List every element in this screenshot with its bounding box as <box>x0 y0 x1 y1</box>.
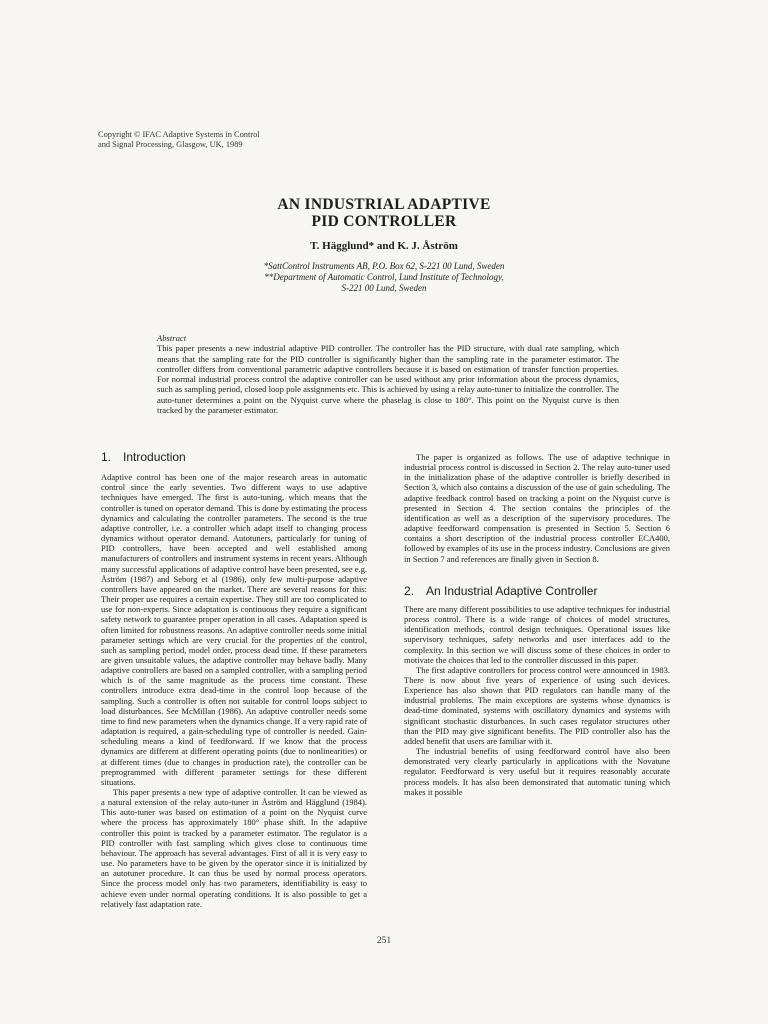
title-line-2: PID CONTROLLER <box>311 213 457 230</box>
affiliation-line-1: *SattControl Instruments AB, P.O. Box 62, S-221 00 Lund, Sweden <box>263 261 505 271</box>
section-1-paragraph-2: This paper presents a new type of adaptive controller. It can be viewed as a natural extension of the relay auto-tuner in Åström and Hägglund (1984). This auto-tuner was based on estimation of a point on the Nyquist curve where the process has approximately 180° phase shift. In the adaptive controller this point is tracked by a parameter estimator. The regulator is a PID controller with fast sampling which gives close to continuous time behaviour. The approach has several advantages. First of all it is very easy to use. No parameters have to be given by the operator since it is initialized by an autotuner procedure. It can thus be used by normal process operators. Since the process model only has two parameters, identifiability is easy to achieve even under normal operating conditions. It is also possible to get a relatively fast adaptation rate. <box>101 787 367 909</box>
copyright-line-1: Copyright © IFAC Adaptive Systems in Control <box>98 130 260 139</box>
page-number: 251 <box>376 936 392 946</box>
abstract-heading: Abstract <box>157 333 187 343</box>
section-2-number: 2. <box>404 583 415 598</box>
authors: T. Hägglund* and K. J. Åström <box>310 240 458 252</box>
affiliation-line-2: **Department of Automatic Control, Lund Institute of Technology, <box>264 272 504 282</box>
abstract <box>157 333 619 415</box>
section-1-heading <box>101 452 367 462</box>
abstract-text: This paper presents a new industrial adaptive PID controller. The controller has the PID structure, with dual rate sampling, which means that the sampling rate for the PID controller is significantly higher than the sampling rate in the parameter estimator. The controller differs from conventional parametric adaptive controllers because it is based on estimation of transfer function properties. For normal industrial process control the adaptive controller can be used without any prior information about the process dynamics, such as sampling period, closed loop pole assignments etc. This is achieved by using a relay auto-tuner to initialize the controller. The auto-tuner determines a point on the Nyquist curve where the phaselag is close to 180°. This point on the Nyquist curve is then tracked by the parameter estimator. <box>157 343 619 416</box>
section-2-paragraph-2: The first adaptive controllers for process control were announced in 1983. There is now about five years of experience of using such devices. Experience has also shown that PID regulators can handle many of the industrial problems. The main exceptions are systems whose dynamics is dead-time dominated, systems with oscillatory dynamics and systems with significant stochastic disturbances. In such cases regulator structures other than the PID may give significant benefits. The PID controller also has the added benefit that users are familiar with it. <box>404 664 670 746</box>
section-1-paragraph-1: Adaptive control has been one of the major research areas in automatic control since the early seventies. Two different ways to use adaptive techniques have emerged. The first is auto-tuning, which means that the controller is tuned on operator demand. This is done by estimating the process dynamics and calculating the controller parameters. The second is the true adaptive controller, i.e. a controller which adapt itself to changing process dynamics without operator demand. Autotuners, particularly for tuning of PID controllers, have been accepted and well established among manufacturers of controllers and instrument systems in recent years. Although many successful applications of adaptive control have been presented, see e.g. Åström (1987) and Seborg et al (1986), only few multi-purpose adaptive controllers have appeared on the market. There are several reasons for this: Their proper use requires a certain expertise. They still are too complicated to use for non-experts. Since adaptation is continuous they require a significant safety network to guarantee proper operation in all cases. Adaptation speed is often limited for robustness reasons. An adaptive controller needs some initial parameter settings which are very crucial for the properties of the control, such as sampling period, model order, process dead time. If these parameters are given unsuitable values, the adaptive controller may behave badly. Many adaptive controllers are based on a sampled controller, with a sampling period which is of the same magnitude as the process time constant. These controllers introduce extra dead-time in the control loop because of the sampling. Such a controller is often not suitable for control loops subject to load disturbances. See McMillan (1986). An adaptive controller needs some time to find new parameters when the dynamics change. If a very rapid rate of adaptation is required, a gain-scheduling type of controller is needed. Gain-scheduling means a kind of feedforward. If we know that the process dynamics are different at different operating points (due to nonlinearities) or at different times (due to changes in production rate), the controller can be preprogrammed with different parameter settings for these different situations. <box>101 472 367 787</box>
affiliations <box>0 261 768 294</box>
copyright-line-2: and Signal Processing, Glasgow, UK, 1989 <box>98 140 243 149</box>
section-1-number: 1. <box>101 450 112 464</box>
copyright-notice <box>98 130 358 150</box>
section-1-paragraph-3: The paper is organized as follows. The use of adaptive technique in industrial process control is discussed in Section 2. The relay auto-tuner used in the initialization phase of the adaptive controller is briefly described in Section 3, which also contains a discussion of the use of gain scheduling. The adaptive feedback control based on tracking a point on the Nyquist curve is presented in Section 4. The section contains the principles of the identification as well as a description of the supervisory procedures. The adaptive feedforward compensation is presented in Section 5. Section 6 contains a short description of the industrial process controller ECA400, followed by examples of its use in the process industry. Conclusions are given in Section 7 and references are finally given in Section 8. <box>404 452 670 564</box>
section-2-heading <box>404 583 670 598</box>
section-1-title: Introduction <box>123 450 186 464</box>
title-line-1: AN INDUSTRIAL ADAPTIVE <box>277 196 491 213</box>
left-column <box>101 452 367 909</box>
section-2-title: An Industrial Adaptive Controller <box>426 583 598 598</box>
section-2-paragraph-1: There are many different possibilities to use adaptive techniques for industrial process control. There is a wide range of choices of model structures, identification methods, control design techniques. Operational issues like supervisory techniques, safety networks and user interfaces add to the complexity. In this section we will discuss some of these choices in order to motivate the choices that led to the controller discussed in this paper. <box>404 603 670 665</box>
affiliation-line-3: S-221 00 Lund, Sweden <box>341 283 427 293</box>
section-2-paragraph-3: The industrial benefits of using feedforward control have also been demonstrated very clearly particularly in applications with the Novatune regulator. Feedforward is very useful but it requires reasonably accurate process models. It has also been demonstrated that automatic tuning which makes it possible <box>404 746 670 797</box>
right-column <box>404 452 670 797</box>
paper-title <box>0 196 768 230</box>
